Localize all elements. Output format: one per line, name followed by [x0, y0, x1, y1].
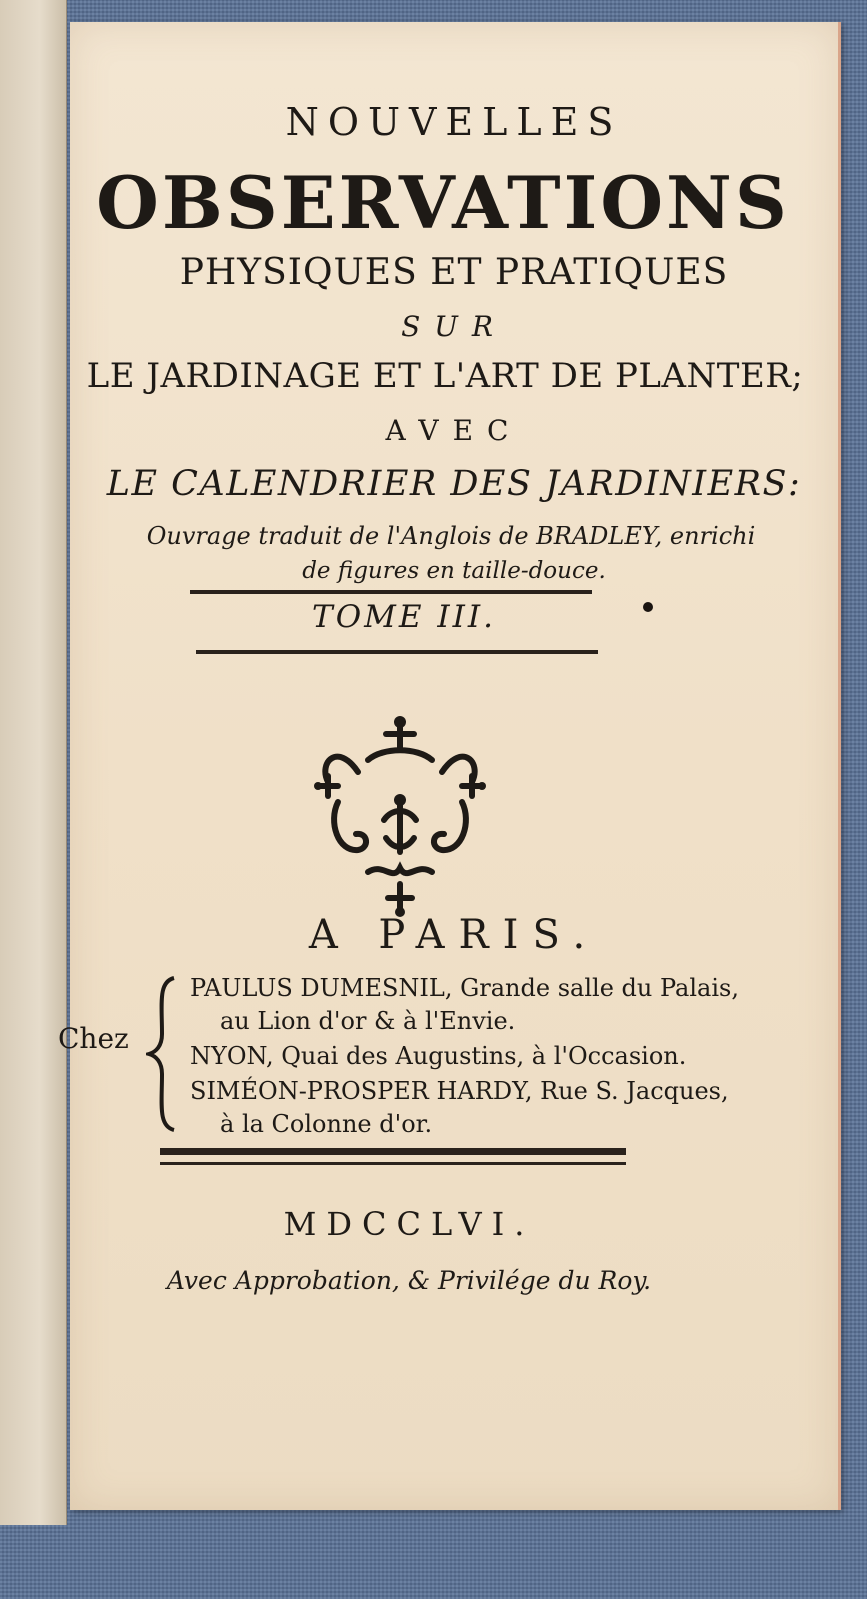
imprint-chez: Chez	[58, 1022, 129, 1055]
rule-double-top	[160, 1148, 626, 1155]
imprint-place: A PARIS.	[308, 912, 600, 958]
rule-double-bottom	[160, 1162, 626, 1165]
title-line-avec: AVEC	[385, 414, 523, 447]
publisher-line: à la Colonne d'or.	[220, 1110, 433, 1138]
rule-bottom	[196, 650, 598, 654]
title-line-calendrier: LE CALENDRIER DES JARDINIERS:	[106, 464, 802, 504]
approbation-line: Avec Approbation, & Privilége du Roy.	[166, 1266, 652, 1295]
publisher-line: au Lion d'or & à l'Envie.	[220, 1007, 516, 1035]
title-line-jardinage: LE JARDINAGE ET L'ART DE PLANTER;	[86, 356, 804, 396]
publisher-line: NYON, Quai des Augustins, à l'Occasion.	[190, 1042, 687, 1070]
tome-label: TOME III.	[312, 599, 496, 635]
subtitle-ouvrage: Ouvrage traduit de l'Anglois de BRADLEY, enrichi	[146, 522, 756, 550]
title-line-physiques: PHYSIQUES ET PRATIQUES	[179, 252, 729, 293]
title-line-observations: OBSERVATIONS	[96, 160, 790, 245]
publisher-line: SIMÉON-PROSPER HARDY, Rue S. Jacques,	[190, 1077, 729, 1105]
fleuron-icon	[298, 712, 502, 922]
title-line-sur: SUR	[401, 310, 507, 343]
title-line-nouvelles: NOUVELLES	[285, 100, 623, 144]
imprint-year: MDCCLVI.	[283, 1205, 535, 1243]
rule-top	[190, 590, 592, 594]
subtitle-figures: de figures en taille-douce.	[302, 558, 606, 584]
brace-icon	[146, 974, 178, 1134]
title-page	[58, 22, 841, 1510]
publisher-line: PAULUS DUMESNIL, Grande salle du Palais,	[190, 974, 739, 1002]
ink-spot	[643, 602, 653, 612]
